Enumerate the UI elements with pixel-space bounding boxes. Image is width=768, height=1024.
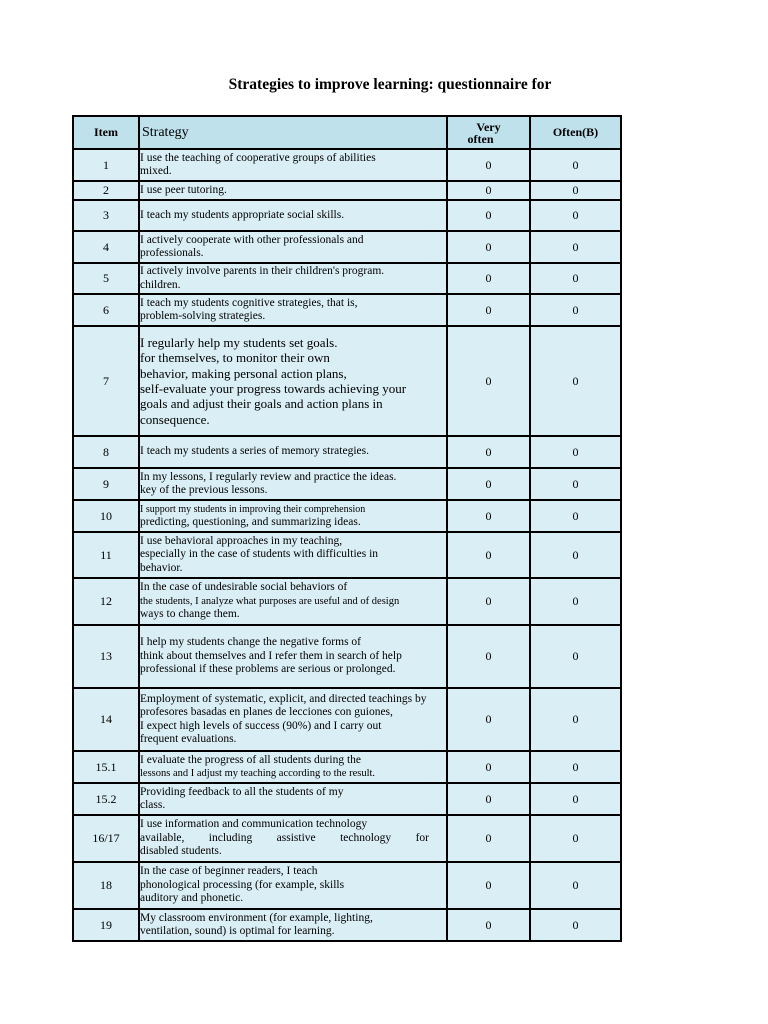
strategy-line: disabled students. [140,845,222,858]
very-often-value: 0 [447,326,530,436]
strategy-text: Providing feedback to all the students of my class. [139,783,447,815]
table-row [73,326,621,436]
item-number: 1 [73,149,139,181]
table-row [73,500,621,532]
often-value: 0 [530,862,621,909]
header-very-often [447,116,530,149]
header-very-often-line2: often [467,131,494,146]
item-number: 5 [73,263,139,294]
often-value: 0 [530,500,621,532]
item-number: 4 [73,231,139,263]
strategy-line: I support my students in improving their comprehension [140,503,366,515]
questionnaire-table [72,115,622,942]
table-row [73,862,621,909]
very-often-value: 0 [447,200,530,231]
very-often-value: 0 [447,500,530,532]
very-often-value: 0 [447,578,530,625]
header-often: Often(B) [530,116,621,149]
very-often-value: 0 [447,263,530,294]
item-number: 14 [73,688,139,751]
strategy-text [139,578,447,625]
table-row [73,200,621,231]
strategy-line: I evaluate the progress of all students during the [140,753,361,766]
often-value: 0 [530,200,621,231]
item-number: 11 [73,532,139,578]
very-often-value: 0 [447,532,530,578]
often-value: 0 [530,231,621,263]
very-often-value: 0 [447,688,530,751]
header-strategy: Strategy [139,116,447,149]
table-row [73,783,621,815]
item-number: 19 [73,909,139,941]
table-row [73,149,621,181]
very-often-value: 0 [447,294,530,326]
table-row [73,909,621,941]
item-number: 15.1 [73,751,139,783]
strategy-text: Employment of systematic, explicit, and directed teachings by profesores basadas en planes de lecciones con guiones, I expect high levels of success (90%) and I carry out frequent evaluations. [139,688,447,751]
strategy-line: In the case of undesirable social behaviors of [140,581,348,594]
strategy-text: I use behavioral approaches in my teaching, especially in the case of students with difficulties in behavior. [139,532,447,578]
table-row [73,294,621,326]
often-value: 0 [530,625,621,688]
strategy-text: In the case of beginner readers, I teach phonological processing (for example, skills auditory and phonetic. [139,862,447,909]
strategy-line: lessons and I adjust my teaching according to the result. [140,768,376,779]
item-number: 6 [73,294,139,326]
often-value: 0 [530,909,621,941]
table-row [73,625,621,688]
strategy-text: My classroom environment (for example, lighting, ventilation, sound) is optimal for learning. [139,909,447,941]
strategy-text: I actively cooperate with other professionals and professionals. [139,231,447,263]
table-row [73,263,621,294]
very-often-value: 0 [447,468,530,500]
very-often-value: 0 [447,751,530,783]
often-value: 0 [530,468,621,500]
very-often-value: 0 [447,862,530,909]
often-value: 0 [530,783,621,815]
page-title: Strategies to improve learning: questionnaire for [228,76,552,93]
very-often-value: 0 [447,181,530,200]
table-row [73,578,621,625]
often-value: 0 [530,326,621,436]
table-row [73,815,621,862]
item-number: 16/17 [73,815,139,862]
strategy-text [139,751,447,783]
very-often-value: 0 [447,909,530,941]
very-often-value: 0 [447,625,530,688]
item-number: 2 [73,181,139,200]
table-row [73,436,621,468]
item-number: 8 [73,436,139,468]
very-often-value: 0 [447,815,530,862]
very-often-value: 0 [447,149,530,181]
strategy-text: I teach my students a series of memory strategies. [139,436,447,468]
table-header-row [73,116,621,149]
strategy-line: available, including assistive technology for [140,831,429,844]
often-value: 0 [530,751,621,783]
item-number: 7 [73,326,139,436]
strategy-line: I use information and communication technology [140,818,368,831]
strategy-text: I actively involve parents in their children's program. children. [139,263,447,294]
strategy-text [139,815,447,862]
strategy-text: I teach my students appropriate social skills. [139,200,447,231]
often-value: 0 [530,578,621,625]
item-number: 10 [73,500,139,532]
table-row [73,181,621,200]
often-value: 0 [530,181,621,200]
strategy-text: In my lessons, I regularly review and practice the ideas. key of the previous lessons. [139,468,447,500]
strategy-text: I use peer tutoring. [139,181,447,200]
strategy-text: I help my students change the negative forms of think about themselves and I refer them in search of help professional if these problems are serious or prolonged. [139,625,447,688]
table-row [73,231,621,263]
item-number: 9 [73,468,139,500]
often-value: 0 [530,294,621,326]
item-number: 3 [73,200,139,231]
often-value: 0 [530,815,621,862]
often-value: 0 [530,532,621,578]
item-number: 18 [73,862,139,909]
often-value: 0 [530,688,621,751]
strategy-line: the students, I analyze what purposes are useful and of design [140,595,400,607]
table-row [73,468,621,500]
strategy-text: I teach my students cognitive strategies, that is, problem-solving strategies. [139,294,447,326]
very-often-value: 0 [447,783,530,815]
header-very-often-line1: Very [476,119,501,134]
often-value: 0 [530,436,621,468]
very-often-value: 0 [447,436,530,468]
strategy-text: I use the teaching of cooperative groups of abilities mixed. [139,149,447,181]
table-row [73,751,621,783]
header-item: Item [73,116,139,149]
strategy-line: predicting, questioning, and summarizing ideas. [140,516,361,528]
strategy-text [139,500,447,532]
item-number: 12 [73,578,139,625]
table-row [73,688,621,751]
often-value: 0 [530,149,621,181]
table-row [73,532,621,578]
strategy-text: I regularly help my students set goals. for themselves, to monitor their own behavior, making personal action plans, self-evaluate your progress towards achieving your goals and adjust their goals and action plans in consequence. [139,326,447,436]
strategy-line: ways to change them. [140,608,240,621]
item-number: 15.2 [73,783,139,815]
very-often-value: 0 [447,231,530,263]
often-value: 0 [530,263,621,294]
item-number: 13 [73,625,139,688]
